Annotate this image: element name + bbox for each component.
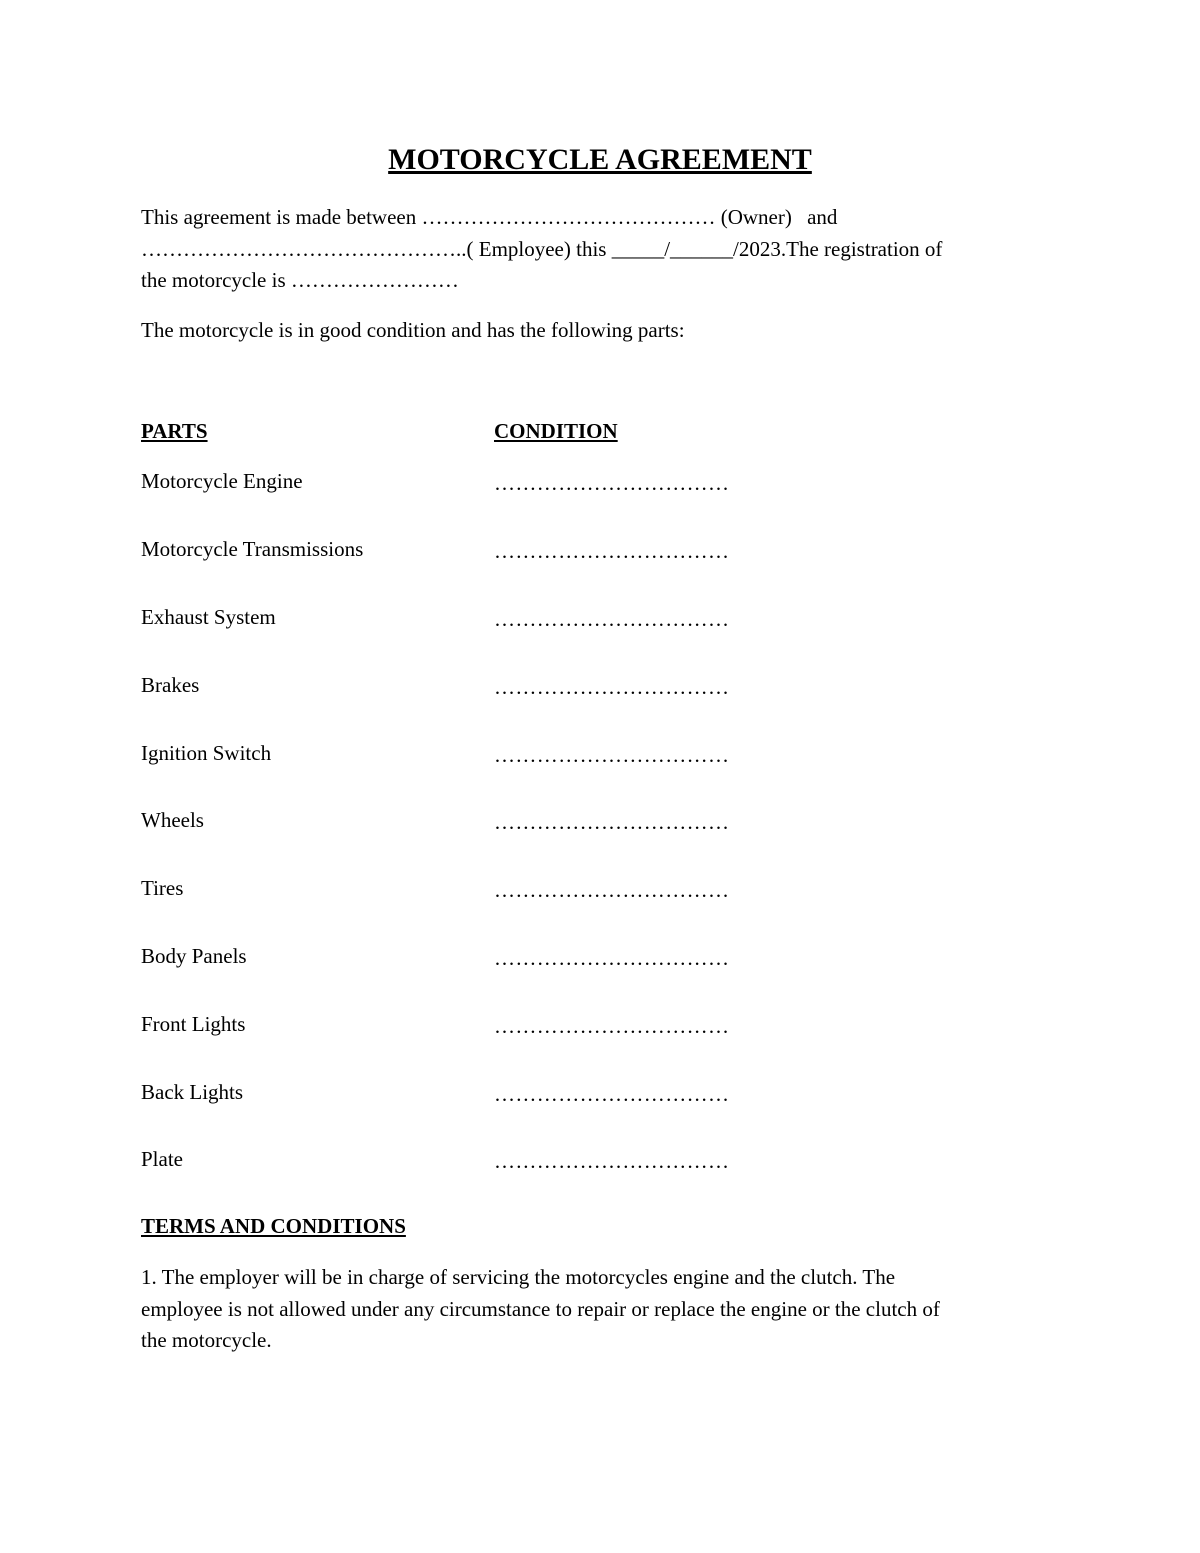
part-name: Wheels (141, 808, 204, 832)
part-row (141, 1009, 841, 1040)
part-condition-blank[interactable]: …………………………… (494, 539, 730, 563)
part-row (141, 941, 841, 972)
terms-clause-1 (141, 1262, 1051, 1357)
part-condition-blank[interactable]: …………………………… (494, 1014, 730, 1038)
intro-line-1-and: and (807, 205, 838, 229)
terms-line-1: 1. The employer will be in charge of servicing the motorcycles engine and the clutch. The (141, 1265, 896, 1289)
terms-heading: TERMS AND CONDITIONS (141, 1214, 406, 1238)
terms-line-3: the motorcycle. (141, 1328, 272, 1352)
part-condition-blank[interactable]: …………………………… (494, 471, 730, 495)
intro-paragraph (141, 202, 1051, 297)
part-row (141, 534, 841, 565)
parts-intro-sentence: The motorcycle is in good condition and has the following parts: (141, 318, 685, 342)
part-row (141, 1144, 841, 1175)
part-name: Tires (141, 876, 184, 900)
part-name: Motorcycle Engine (141, 469, 303, 493)
part-condition-blank[interactable]: …………………………… (494, 810, 730, 834)
intro-line-1-text: This agreement is made between …………………………………… (Owner) (141, 205, 792, 229)
part-condition-blank[interactable]: …………………………… (494, 878, 730, 902)
intro-line-1 (141, 202, 1051, 234)
part-name: Back Lights (141, 1080, 244, 1104)
part-row (141, 873, 841, 904)
part-name: Exhaust System (141, 605, 276, 629)
condition-column-header: CONDITION (494, 419, 618, 443)
part-condition-blank[interactable]: …………………………… (494, 607, 730, 631)
part-condition-blank[interactable]: …………………………… (494, 743, 730, 767)
terms-line-2: employee is not allowed under any circumstance to repair or replace the engine or the clutch of (141, 1296, 940, 1321)
part-condition-blank[interactable]: …………………………… (494, 1149, 730, 1173)
part-row (141, 602, 841, 633)
part-row (141, 738, 841, 769)
part-name: Ignition Switch (141, 741, 272, 765)
part-row (141, 466, 841, 497)
parts-column-header: PARTS (141, 419, 208, 443)
part-name: Brakes (141, 673, 200, 697)
intro-line-2: ………………………………………..( Employee) this _____/______/2023.The registration of (141, 236, 943, 261)
document-title: MOTORCYCLE AGREEMENT (388, 143, 812, 176)
part-name: Front Lights (141, 1012, 246, 1036)
part-row (141, 670, 841, 701)
part-row (141, 1077, 841, 1108)
part-condition-blank[interactable]: …………………………… (494, 1082, 730, 1106)
part-name: Motorcycle Transmissions (141, 537, 364, 561)
part-row (141, 805, 841, 836)
part-condition-blank[interactable]: …………………………… (494, 946, 730, 970)
part-name: Plate (141, 1147, 183, 1171)
part-condition-blank[interactable]: …………………………… (494, 675, 730, 699)
intro-line-3: the motorcycle is …………………… (141, 268, 459, 292)
part-name: Body Panels (141, 944, 247, 968)
